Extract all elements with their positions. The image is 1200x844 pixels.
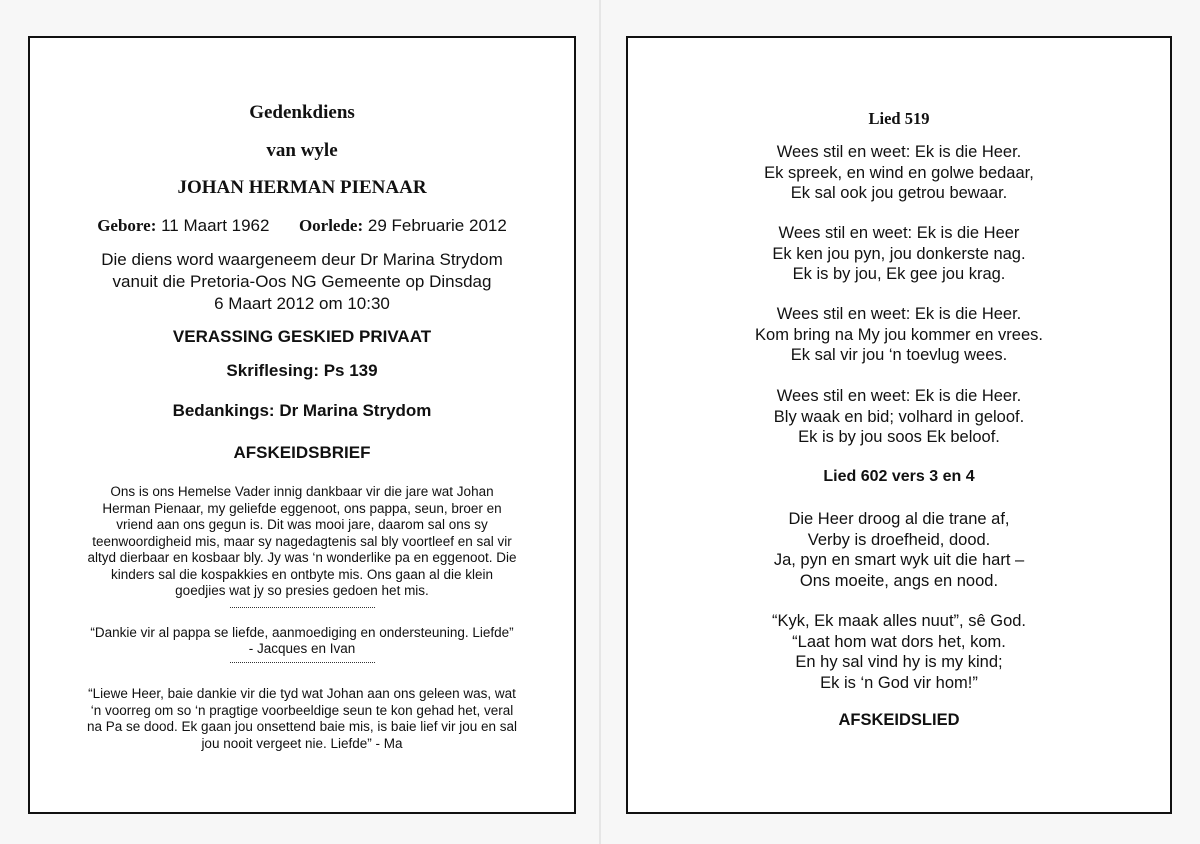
verse-line: Ek sal ook jou getrou bewaar. [790,184,1008,202]
verse-line: Bly waak en bid; volhard in geloof. [773,407,1025,426]
verse-line: Ek is ‘n God vir hom!” [820,673,978,692]
letter-line: altyd dierbaar en kosbaar bly. Jy was ‘n wonderlike pa en eggenoot. Die [87,550,517,565]
cremation-notice: VERASSING GESKIED PRIVAAT [172,327,432,346]
memorial-title: Gedenkdiens [249,102,355,123]
letter-line: goedjies wat jy so presies gedoen het mis. [175,583,429,598]
service-line: 6 Maart 2012 om 10:30 [214,294,390,313]
verse-line: Ons moeite, angs en nood. [799,571,999,590]
hymn-519-title: Lied 519 [868,109,930,128]
verse-line: Verby is droefheid, dood. [807,530,991,549]
verse-line: Wees stil en weet: Ek is die Heer [778,224,1020,242]
mother-quote-line: na Pa se dood. Ek gaan jou onsettend baie mis, is baie lief vir jou en sal [86,719,518,734]
letter-line: kinders sal die kospakkies en ontbyte mis. Ons gaan al die klein [111,566,493,582]
mother-quote-line: ‘n voorreg om so ‘n pragtige voorbeeldige seun te kon gehad het, veral [90,702,514,718]
farewell-song-heading: AFSKEIDSLIED [838,711,960,729]
children-signature: - Jacques en Ivan [248,641,356,656]
deceased-name: JOHAN HERMAN PIENAAR [177,177,427,198]
letter-line: Ons is ons Hemelse Vader innig dankbaar vir die jare wat Johan [110,484,494,499]
verse-line: En hy sal vind hy is my kind; [795,653,1003,671]
hymn-519-stanza [628,304,1170,366]
verse-line: Ek is by jou soos Ek beloof. [798,428,1000,446]
verse-line: Ek ken jou pyn, jou donkerste nag. [772,244,1026,263]
verse-line: Wees stil en weet: Ek is die Heer. [776,143,1022,161]
verse-line: Ek is by jou, Ek gee jou krag. [792,265,1006,283]
verse-line: Ja, pyn en smart wyk uit die hart – [773,551,1025,569]
verse-line: “Kyk, Ek maak alles nuut”, sê God. [771,612,1027,630]
hymn-519-stanza [628,223,1170,285]
verse-line: Ek sal vir jou ‘n toevlug wees. [790,346,1008,364]
verse-line: Die Heer droog al die trane af, [788,510,1010,528]
died-value: 29 Februarie 2012 [367,216,507,235]
right-page [626,36,1172,814]
mother-quote-line: “Liewe Heer, baie dankie vir die tyd wat Johan aan ons geleen was, wat [88,686,516,701]
dotted-divider [230,607,375,608]
dotted-divider [230,662,375,663]
thanks-line: Bedankings: Dr Marina Strydom [172,401,432,420]
hymn-602-stanza [628,611,1170,693]
hymn-602-stanza [628,509,1170,591]
hymn-519-stanza [628,142,1170,204]
service-line: vanuit die Pretoria-Oos NG Gemeente op Dinsdag [112,272,492,291]
memorial-subtitle: van wyle [266,140,338,161]
scripture-reading: Skriflesing: Ps 139 [226,361,378,380]
left-page [28,36,576,814]
verse-line: “Laat hom wat dors het, kom. [792,632,1006,651]
dates-line [30,215,574,236]
service-line: Die diens word waargeneem deur Dr Marina Strydom [101,250,503,269]
born-value: 11 Maart 1962 [161,216,270,235]
children-quote: “Dankie vir al pappa se liefde, aanmoediging en ondersteuning. Liefde” [90,625,514,640]
died-label: Oorlede: [298,216,364,235]
born-label: Gebore: [97,216,157,235]
letter-line: teenwoordigheid mis, maar sy nagedagtenis sal bly voortleef en sal vir [92,533,512,549]
verse-line: Ek spreek, en wind en golwe bedaar, [764,163,1034,182]
hymn-519-stanza [628,386,1170,448]
farewell-letter-heading: AFSKEIDSBRIEF [233,443,371,462]
hymn-602-title: Lied 602 vers 3 en 4 [823,468,975,485]
mother-quote-line: jou nooit vergeet nie. Liefde” - Ma [201,735,403,751]
verse-line: Wees stil en weet: Ek is die Heer. [776,305,1022,323]
verse-line: Wees stil en weet: Ek is die Heer. [776,387,1022,405]
center-fold [599,0,601,844]
letter-line: vriend aan ons gegun is. Dit was mooi jare, daarom sal ons sy [116,517,488,532]
letter-line: Herman Pienaar, my geliefde eggenoot, ons pappa, seun, broer en [102,500,502,516]
verse-line: Kom bring na My jou kommer en vrees. [755,325,1043,344]
